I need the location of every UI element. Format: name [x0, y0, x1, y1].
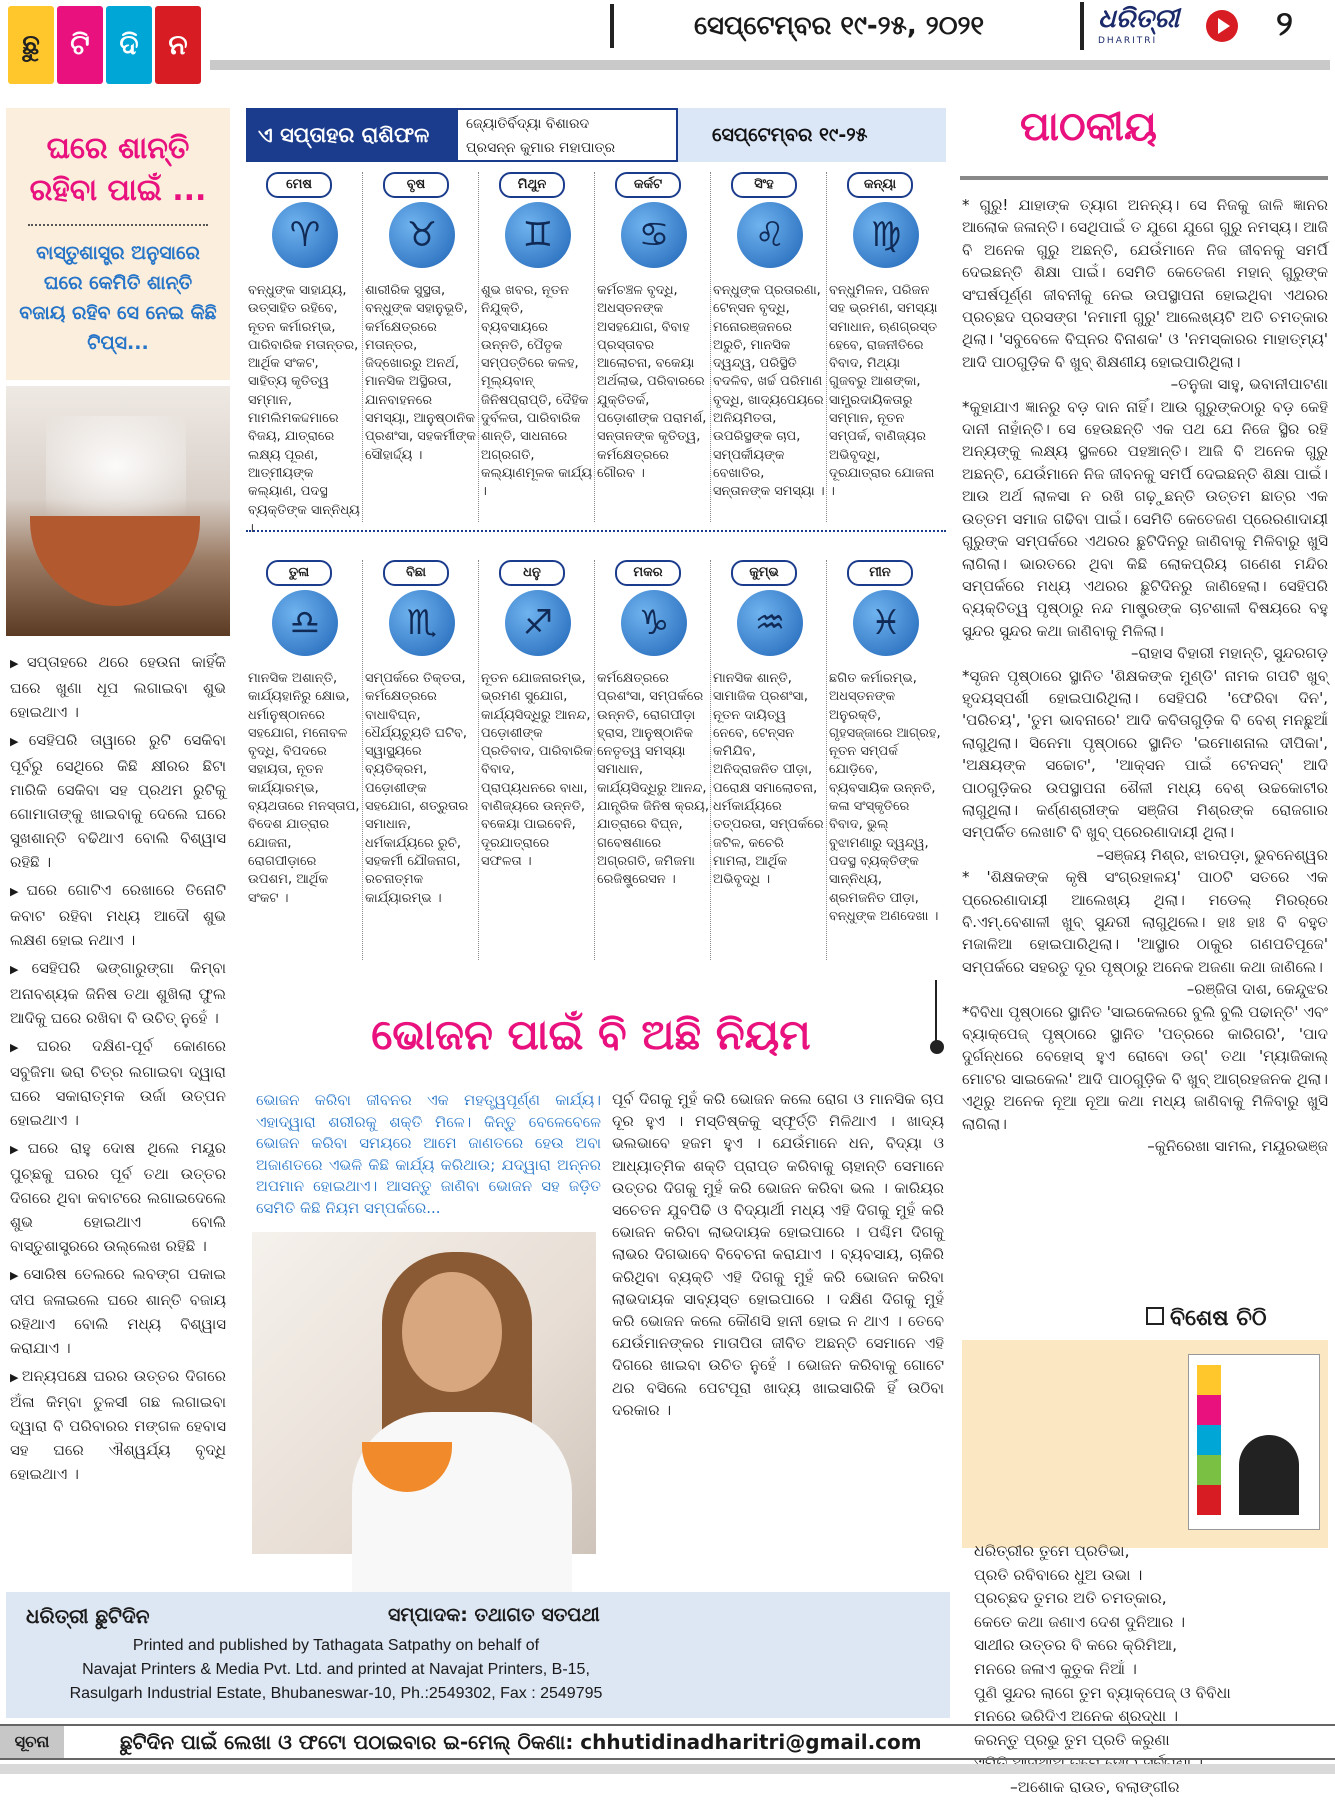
zodiac-row-1	[246, 172, 946, 536]
readers-letters-column	[960, 104, 1328, 1796]
tips-divider	[28, 224, 208, 226]
zodiac-cancer	[594, 172, 710, 522]
letter-text: *ବିବିଧା ପୃଷ୍ଠାରେ ସ୍ଥାନିତ 'ସାଇକେଲରେ ବୁଲି ବୁଲି ପଢାନ୍ତି' ଏବଂ ବ୍ୟାକ୍‌ପେଜ୍ ପୃଷ୍ଠାରେ ସ୍ଥାନିତ 'ପତ୍ରରେ କାରିଗରି', 'ପାଦ ଦୁର୍ଗନ୍ଧରେ ବେହୋସ୍ ହୁଏ ରୋବୋ ଡଗ୍' ତଥା 'ମ୍ୟାଜିକାଲ୍ ମୋଟର ସାଇକେଲ' ଆଦି ପାଠଗୁଡ଼ିକ ବି ଖୁବ୍ ଆଗ୍ରହଜନକ ଥିଲା। ଏଥିରୁ ଅନେକ ନୂଆ ନୂଆ କଥା ମଧ୍ୟ ଜାଣିବାକୁ ମିଳିବାରୁ ଖୁସି ଲାଗିଲା।	[962, 1002, 1328, 1133]
section-logo-letter: ନ	[155, 6, 201, 84]
zodiac-name: କୁମ୍ଭ	[731, 560, 797, 586]
poem-line: ସାଥୀର ଉତ୍ତର ବି କରେ କ୍ରିମିଆ,	[974, 1636, 1178, 1655]
zodiac-virgo	[826, 172, 942, 522]
section-logo	[8, 6, 201, 84]
tip-item: ▶ ସୋରିଷ ତେଲରେ ଲବଙ୍ଗ ପକାଇ ଦୀପ ଜଳାଇଲେ ଘରେ ଶାନ୍ତି ବଜାୟ ରହିଥାଏ ବୋଲି ମଧ୍ୟ ବିଶ୍ୱାସ କରାଯାଏ ।	[10, 1262, 226, 1360]
zodiac-row-2	[246, 560, 946, 960]
article-title: ଭୋଜନ ପାଇଁ ବି ଅଛି ନିୟମ	[371, 1010, 811, 1059]
shirt-shape	[352, 1412, 572, 1592]
notice-email-text: ଛୁଟିଦିନ ପାଇଁ ଲେଖା ଓ ଫଟୋ ପଠାଇବାର ଇ-ମେଲ୍ ଠିକଣା: chhutidinadharitri@gmail.com	[120, 1730, 922, 1754]
poem-line: କରନ୍ତୁ ପ୍ରଭୁ ତୁମ ପ୍ରତି କରୁଣା	[974, 1730, 1170, 1749]
tip-item: ▶ ସେହିପରି ତାୱାରେ ରୁଟି ସେକିବା ପୂର୍ବରୁ ସେଥିରେ କିଛି କ୍ଷୀରର ଛିଟା ମାରିକି ସେକିବା ସହ ପ୍ରଥମ ରୁଟିକୁ ଗୋମାତାଙ୍କୁ ଖାଇବାକୁ ଦେଲେ ଘରେ ସୁଖଶାନ୍ତି ବଢିଥାଏ ବୋଲି ବିଶ୍ୱାସ ରହିଛି ।	[10, 728, 226, 874]
zodiac-gemini	[478, 172, 594, 522]
zodiac-forecast: ଶାରୀରିକ ସୁସ୍ଥତା, ବନ୍ଧୁଙ୍କ ସହାନୁଭୂତି, କର୍ମକ୍ଷେତ୍ରରେ ମତାନ୍ତର, ଜିଦ୍‌ଖୋରରୁ ଅନର୍ଥ, ମାନସିକ ଅସ୍ଥିରତା, ଯାନବାହନରେ ସମସ୍ୟା, ଆନୁଷ୍ଠାନିକ ପ୍ରଶଂସା, ସହକର୍ମୀଙ୍କ ସୌହାର୍ଦ୍ଦ୍ୟ ।	[365, 283, 476, 463]
paper-name: ଧରିତ୍ରୀ	[1098, 4, 1180, 34]
horoscope-title: ଏ ସପ୍ତାହର ରାଶିଫଳ	[258, 123, 430, 147]
zodiac-name: ସିଂହ	[731, 172, 797, 198]
incense-bowl-photo	[6, 386, 230, 636]
page-number: ୨	[1276, 4, 1293, 44]
capricorn-icon: ♑	[621, 590, 687, 656]
letter-text: * 'ଶିକ୍ଷକଙ୍କ କୃଷି ସଂଗ୍ରହାଳୟ' ପାଠଟି ସତରେ ଏକ ପ୍ରେରଣାଦାୟୀ ଆଲେଖ୍ୟ ଥିଲା। ମଡେଲ୍ ମିରର୍‌ରେ ବି.ଏମ୍.ବେଶାଳୀ ଖୁବ୍ ସୁନ୍ଦରୀ ଲାଗୁଥିଲେ। ହାଃ ହାଃ ବି ବହୁତ ମଜାଳିଆ ହୋଇପାରିଥିଲା। 'ଆସ୍ଥାର ଠାକୁର ଗଣପତିପୂଜେ' ସମ୍ପର୍କରେ ସହରତୁ ଦୂର ପୃଷ୍ଠାରୁ ଅନେକ ଅଜଣା କଥା ଜାଣିଲେ।	[962, 868, 1328, 976]
zodiac-forecast: ନୂତନ ଯୋଜନାରମ୍ଭ, ଭ୍ରମଣ ସୁଯୋଗ, କାର୍ଯ୍ୟସିଦ୍ଧିରୁ ଆନନ୍ଦ, ପଡ଼ୋଶୀଙ୍କ ପ୍ରତିବାଦ, ପାରିବାରିକ ବିବାଦ, ପ୍ରାପ୍ୟଧନରେ ବାଧା, ବାଣିଜ୍ୟରେ ଉନ୍ନତି, ବକେୟା ପାଇବେନି, ଦୂରଯାତ୍ରାରେ ସଫଳତା ।	[481, 671, 593, 869]
zodiac-name: ବିଛା	[383, 560, 449, 586]
zodiac-forecast: ବନ୍ଧୁଙ୍କ ସାହାଯ୍ୟ, ଉତ୍ସାହିତ ରହିବେ, ନୂତନ କର୍ମାରମ୍ଭ, ପାରିବାରିକ ମତାନ୍ତର, ଆର୍ଥିକ ସଂକଟ, ସାହିତ୍ୟ କୃତିତ୍ୱ ସମ୍ମାନ, ମାମଲିମକଦ୍ଦମାରେ ବିଜୟ, ଯାତ୍ରାରେ ଲକ୍ଷ୍ୟ ପୂରଣ, ଆତ୍ମୀୟଙ୍କ କଲ୍ୟାଣ, ପଦସ୍ଥ ବ୍ୟକ୍ତିଙ୍କ ସାନ୍ନିଧ୍ୟ ।	[248, 283, 360, 536]
magazine-cover-image	[1188, 1354, 1320, 1530]
zodiac-leo	[710, 172, 826, 522]
letter-text: *ସୃଜନ ପୃଷ୍ଠାରେ ସ୍ଥାନିତ 'ଶିକ୍ଷକଙ୍କ ମୁଣ୍ଡି' ନାମକ ଗପଟି ଖୁବ୍ ହୃଦୟସ୍ପର୍ଶୀ ହୋଇପାରିଥିଲା। ସେହିପରି 'ଫେରିବା ଦିନ', 'ପରିଚୟ', 'ତୁମ ଭାବନାରେ' ଆଦି କବିତାଗୁଡ଼ିକ ବି ବେଶ୍ ମନଛୁଆଁ ଲାଗୁଥିଲା। ସିନେମା ପୃଷ୍ଠାରେ ସ୍ଥାନିତ 'ଇମୋଶନାଲ ଦୀପିକା', 'ଅକ୍ଷୟଙ୍କ ସଚ୍ଚୋଟ', 'ଆକ୍ସନ ପାଇଁ ଟେନସନ୍' ଆଦି ପାଠଗୁଡ଼ିକର ଉପସ୍ଥାପନା ଶୈଳୀ ମଧ୍ୟ ବେଶ୍ ଉଚ୍ଚକୋଟୀର ଲାଗୁଥିଲା। କର୍ଣ୍ଣଶ୍ରୀଙ୍କ ସଞ୍ଜିତା ମିଶ୍ରଙ୍କ ରୋଜଗାର ସମ୍ପର୍କିତ ଲେଖାଟି ବି ଖୁବ୍ ପ୍ରେରଣାଦାୟୀ ଥିଲା।	[962, 666, 1328, 842]
pisces-icon: ♓	[853, 590, 919, 656]
section-logo-letter: ଦି	[106, 6, 152, 84]
sagittarius-icon: ♐	[505, 590, 571, 656]
zodiac-forecast: ଶୁଭ ଖବର, ନୂତନ ନିଯୁକ୍ତି, ବ୍ୟବସାୟରେ ଉନ୍ନତି, ପୈତୃକ ସମ୍ପତ୍ତିରେ କଳହ, ମୂଲ୍ୟବାନ୍ ଜିନିଷପ୍ରାପ୍ତି, ଦୈହିକ ଦୁର୍ବଳତା, ପାରିବାରିକ ଶାନ୍ତି, ସାଧନାରେ ଅଗ୍ରଗତି, କଲ୍ୟାଣମୂଳକ କାର୍ଯ୍ୟ ।	[481, 283, 593, 500]
letter-signature: –ରଞ୍ଜିତା ଦାଶ, କେନ୍ଦୁଝର	[1186, 980, 1328, 999]
issue-date: ସେପ୍ଟେମ୍ବର ୧୯-୨୫, ୨୦୨୧	[610, 4, 1070, 48]
zodiac-pisces	[826, 560, 942, 960]
header-rule	[210, 60, 1330, 70]
letter-signature: –ସଞ୍ଜୟ ମିଶ୍ର, ଝାରପଡ଼ା, ଭୁବନେଶ୍ୱର	[1096, 845, 1328, 864]
zodiac-name: ମୀନ	[847, 560, 913, 586]
article-bullet	[930, 1040, 944, 1054]
tips-title-line1: ଘରେ ଶାନ୍ତି	[46, 131, 190, 166]
poem-signature: –ଅଶୋକ ରାଉତ, ବଲାଙ୍ଗୀର	[1010, 1777, 1180, 1796]
poem-line: ମନରେ ଜଳାଏ କୁତୁକ ନିଆଁ ।	[974, 1659, 1137, 1678]
imprint-paper-name: ଧରିତ୍ରୀ ଛୁଟିଦିନ	[26, 1604, 150, 1628]
zodiac-name: କର୍କଟ	[615, 172, 681, 198]
gemini-icon: ♊	[505, 202, 571, 268]
tip-item: ▶ ସପ୍ତାହରେ ଥରେ ହେଉନା କାହିଁକି ଘରେ ଖୁଣା ଧୂପ ଲଗାଇବା ଶୁଭ ହୋଇଥାଏ ।	[10, 650, 226, 724]
zodiac-name: ତୁଳା	[266, 560, 332, 586]
imprint-editor: ସମ୍ପାଦକ: ତଥାଗତ ସତପଥୀ	[388, 1604, 600, 1626]
poem-line: କେତେ କଥା ଜଣାଏ ଦେଶ ଦୁନିଆର ।	[974, 1612, 1186, 1631]
tips-title-line2: ରହିବା ପାଇଁ ...	[29, 173, 207, 208]
face-shape	[402, 1272, 502, 1392]
zodiac-sagittarius	[478, 560, 594, 960]
horoscope-author	[456, 108, 678, 162]
silhouette-shape	[1239, 1435, 1299, 1515]
tip-item: ▶ ଘରର ଦକ୍ଷିଣ-ପୂର୍ବ କୋଣରେ ସବୁଜିମା ଭରା ଚିତ୍ର ଲଗାଇବା ଦ୍ୱାରା ଘରେ ସକାରାତ୍ମକ ଉର୍ଜା ଉତ୍ପନ ହୋଇଥାଏ ।	[10, 1034, 226, 1132]
letter-signature: –ରାହାସ ବିହାରୀ ମହାନ୍ତି, ସୁନ୍ଦରଗଡ଼	[1131, 644, 1328, 663]
leo-icon: ♌	[737, 202, 803, 268]
special-letter-box	[962, 1340, 1328, 1548]
tips-subtitle: ବାସ୍ତୁଶାସ୍ତ୍ର ଅନୁସାରେ ଘରେ କେମିତି ଶାନ୍ତି ବଜାୟ ରହିବ ସେ ନେଇ କିଛି ଟିପ୍ସ...	[19, 242, 217, 354]
special-letter-title: ବିଶେଷ ଚିଠି	[1146, 1306, 1267, 1331]
section-logo-letter: ଟି	[57, 6, 103, 84]
imprint-line: Navajat Printers & Media Pvt. Ltd. and printed at Navajat Printers, B-15,	[82, 1661, 590, 1678]
zodiac-aquarius	[710, 560, 826, 960]
zodiac-name: ମିଥୁନ	[499, 172, 565, 198]
zodiac-forecast: ବନ୍ଧୁଙ୍କ ପ୍ରତାରଣା, ଟେନ୍‌ସନ ବୃଦ୍ଧି, ମନୋରଞ୍ଜନରେ ଅରୁଚି, ମାନସିକ ଦ୍ୱନ୍ଦ୍ୱ, ପରିସ୍ଥିତି ବଦଳିବ, ଖର୍ଚ୍ଚ ପରିମାଣ ବୃଦ୍ଧି, ଖାଦ୍ୟପେୟରେ ଅନିୟମିତତା, ଉପରିସ୍ଥଙ୍କ ଚାପ, ସମ୍ପର୍କୀୟଙ୍କ ବେଖାତିର, ସନ୍ତାନଙ୍କ ସମସ୍ୟା ।	[713, 283, 825, 500]
bottom-strip	[0, 1764, 1335, 1774]
aries-icon: ♈	[272, 202, 338, 268]
zodiac-forecast: ବନ୍ଧୁମିଳନ, ପରିଜନ ସହ ଭ୍ରମଣ, ସମସ୍ୟା ସମାଧାନ, ଋଣଗ୍ରସ୍ତ ହେବେ, ରାଜନୀତିରେ ବିବାଦ, ମିଥ୍ୟା ଗୁଜବରୁ ଆଶଙ୍କା, ସାମ୍ପ୍ରଦାୟିକତାରୁ ସମ୍ମାନ, ନୂତନ ସମ୍ପର୍କ, ବାଣିଜ୍ୟର ଅଭିବୃଦ୍ଧି, ଦୂରଯାତ୍ରାର ଯୋଜନା ।	[829, 283, 938, 500]
poem-line: ଧରିତ୍ରୀର ତୁମେ ପ୍ରତିଭା,	[974, 1542, 1130, 1560]
paper-logo	[1080, 2, 1230, 50]
zodiac-forecast: କର୍ମକ୍ଷେତ୍ରରେ ପ୍ରଶଂସା, ସମ୍ପର୍କରେ ଉନ୍ନତି, ରୋଗପୀଡ଼ା ହ୍ରାସ, ଆନୁଷ୍ଠାନିକ ନେତୃତ୍ୱ ସମସ୍ୟା ସମାଧାନ, କାର୍ଯ୍ୟସିଦ୍ଧିରୁ ଆନନ୍ଦ, ଯାନ୍ତ୍ରିକ ଜିନିଷ କ୍ରୟ, ଯାତ୍ରାରେ ବିଘ୍ନ, ଗବେଷଣାରେ ଅଗ୍ରଗତି, ଜମିଜମା ରେଜିଷ୍ଟ୍ରେସନ ।	[597, 671, 710, 888]
zodiac-name: ମେଷ	[266, 172, 332, 198]
imprint-line: Rasulgarh Industrial Estate, Bhubaneswar-10, Ph.:2549302, Fax : 2549795	[69, 1685, 603, 1702]
horoscope-date: ସେପ୍ଟେମ୍ବର ୧୯-୨୫	[678, 108, 946, 162]
special-letter-poem	[974, 1540, 1320, 1800]
letter-signature: –ତନୁଜା ସାହୁ, ଭବାନୀପାଟଣା	[1170, 375, 1328, 394]
letters-rule	[960, 176, 1328, 180]
letters-title: ପାଠକୀୟ	[1020, 104, 1157, 150]
imprint-text	[36, 1634, 636, 1706]
letter-signature: –କୁନିରେଖା ସାମଲ, ମୟୂରଭଞ୍ଜ	[1147, 1137, 1328, 1156]
libra-icon: ♎	[272, 590, 338, 656]
vastu-tips-column	[6, 108, 230, 1550]
author-name: ପ୍ରସନ୍ନ କୁମାର ମହାପାତ୍ର	[466, 140, 616, 156]
zodiac-forecast: ସମ୍ପର୍କରେ ତିକ୍ତତା, କର୍ମକ୍ଷେତ୍ରରେ ବାଧାବିଘ୍ନ, ଧୈର୍ଯ୍ୟଚ୍ୟୁତି ଘଟିବ, ସ୍ୱାସ୍ଥ୍ୟରେ ବ୍ୟତିକ୍ରମ, ପଡ଼ୋଶୀଙ୍କ ସହଯୋଗ, ଶତ୍ରୁତାର ସମାଧାନ, ଧର୍ମକାର୍ଯ୍ୟରେ ରୁଚି, ସହକର୍ମୀ ଯୌଜନାଗ, ରଚନାତ୍ମକ କାର୍ଯ୍ୟାରମ୍ଭ ।	[365, 671, 469, 906]
horoscope-header	[246, 108, 946, 162]
zodiac-forecast: ଛଗିତ କର୍ମାରମ୍ଭ, ଅଧସ୍ତନଙ୍କ ଅନୁରକ୍ତି, ଗୃହସଜ୍ଜାରେ ଆଗ୍ରହ, ନୂତନ ସମ୍ପର୍କ ଯୋଡ଼ିବେ, ବ୍ୟବସାୟିକ ଉନ୍ନତି, କଳା ସଂସ୍କୃତିରେ ବିବାଦ, ଭୁଲ୍ ବୁଝାମଣାରୁ ଦ୍ୱନ୍ଦ୍ୱ, ପଦସ୍ଥ ବ୍ୟକ୍ତିଙ୍କ ସାନ୍ନିଧ୍ୟ, ଶ୍ରମଜନିତ ପୀଡ଼ା, ବନ୍ଧୁଙ୍କ ଅଣଦେଖା ।	[829, 671, 941, 924]
logo-stripe	[1197, 1365, 1221, 1515]
tip-item: ▶ ସେହିପରି ଭଙ୍ଗାରୁଙ୍ଗା କିମ୍ବା ଅନାବଶ୍ୟକ ଜିନିଷ ତଥା ଶୁଖିଲା ଫୁଲ ଆଦିକୁ ଘରେ ରଖିବା ବି ଉଚିତ୍ ନୁହେଁ ।	[10, 956, 226, 1030]
article-intro: ଭୋଜନ କରିବା ଜୀବନର ଏକ ମହତ୍ତ୍ୱପୂର୍ଣ୍ଣ କାର୍ଯ୍ୟ। ଏହାଦ୍ୱାରା ଶରୀରକୁ ଶକ୍ତି ମିଳେ। କିନ୍ତୁ ବେଳେବେଳେ ଭୋଜନ କରିବା ସମୟରେ ଆମେ ଜାଣତରେ ହେଉ ଅବା ଅଜାଣତରେ ଏଭଳି କିଛି କାର୍ଯ୍ୟ କରିଥାଉ; ଯଦ୍ୱାରା ଅନ୍ନର ଅପମାନ ହୋଇଥାଏ। ଆସନ୍ତୁ ଜାଣିବା ଭୋଜନ ସହ ଜଡ଼ିତ ସେମିତି କିଛି ନିୟମ ସମ୍ପର୍କରେ...	[256, 1091, 601, 1217]
zodiac-name: କନ୍ୟା	[847, 172, 913, 198]
zodiac-name: ଧନୁ	[499, 560, 565, 586]
horoscope-divider	[246, 530, 946, 532]
poem-line: ପ୍ରଚ୍ଛଦ ତୁମର ଅତି ଚମତ୍କାର,	[974, 1589, 1167, 1608]
cancer-icon: ♋	[621, 202, 687, 268]
letters-list	[962, 194, 1328, 1157]
notice-bar	[0, 1724, 1335, 1760]
poem-line: ପୁଣି ସୁନ୍ଦର ଲାଗେ ତୁମ ବ୍ୟାକ୍‌ପେଜ୍ ଓ ବିବିଧା	[974, 1683, 1231, 1702]
aquarius-icon: ♒	[737, 590, 803, 656]
imprint-box	[6, 1592, 950, 1718]
play-icon	[1206, 10, 1238, 42]
taurus-icon: ♉	[389, 202, 455, 268]
notice-label: ସୂଚନା	[0, 1726, 64, 1758]
tip-item: ▶ ଘରେ ଗୋଟିଏ ରେଖାରେ ତିନୋଟି କବାଟ ରହିବା ମଧ୍ୟ ଆଦୌ ଶୁଭ ଲକ୍ଷଣ ହୋଇ ନଥାଏ ।	[10, 878, 226, 952]
poem-line: ମନରେ ଭରିଦିଏ ଅନେକ ଶ୍ରଦ୍ଧା ।	[974, 1707, 1179, 1726]
zodiac-name: ମକର	[615, 560, 681, 586]
zodiac-name: ବୃଷ	[383, 172, 449, 198]
tips-list	[6, 650, 230, 1486]
zodiac-scorpio	[362, 560, 478, 960]
section-logo-letter: ଛୁ	[8, 6, 54, 84]
zodiac-taurus	[362, 172, 478, 522]
imprint-line: Printed and published by Tathagata Satpathy on behalf of	[132, 1637, 540, 1654]
zodiac-forecast: ମାନସିକ ଅଶାନ୍ତି, କାର୍ଯ୍ୟହାନିରୁ କ୍ଷୋଭ, ଧର୍ମାନୁଷ୍ଠାନରେ ସହଯୋଗ, ମନୋବଳ ବୃଦ୍ଧି, ବିପଦରେ ସହାୟତା, ନୂତନ କାର୍ଯ୍ୟାରମ୍ଭ, ବ୍ୟଥତାରେ ମନସ୍ତାପ, ବିଦେଶ ଯାତ୍ରାର ଯୋଜନା, ରୋଗପୀଡ଼ାରେ ଉପଶମ, ଆର୍ଥିକ ସଂକଟ ।	[248, 671, 360, 906]
zodiac-libra	[246, 560, 362, 960]
paper-name-latin: DHARITRI	[1098, 36, 1158, 46]
virgo-icon: ♍	[853, 202, 919, 268]
zodiac-capricorn	[594, 560, 710, 960]
letter-text: * ଗୁରୁ! ଯାହାଙ୍କ ତ୍ୟାଗ ଅନନ୍ୟ। ସେ ନିଜକୁ ଜାଳି ଜ୍ଞାନର ଆଲୋକ ଜଳାନ୍ତି। ସେଥିପାଇଁ ତ ଯୁଗେ ଯୁଗେ ଗୁରୁ ନମସ୍ୟ। ଆଜି ବି ଅନେକ ଗୁରୁ ଅଛନ୍ତି, ଯେଉଁମାନେ ନିଜ ଜୀବନକୁ ସମର୍ପି ଦେଇଛନ୍ତି ଶିକ୍ଷା ପାଇଁ। ସେମିତି କେତେଜଣ ମହାନ୍ ଗୁରୁଙ୍କ ସଂଘର୍ଷପୂର୍ଣ୍ଣ ଜୀବନୀକୁ ନେଇ ଉପସ୍ଥାପନା ହୋଇଥିବା ଏଥରର ପ୍ରଚ୍ଛଦ ପ୍ରସଙ୍ଗ 'ନମାମୀ ଗୁରୁ' ଆଲେଖ୍ୟଟି ଅତି ଚମତ୍କାର ଥିଲା। 'ସବୁବେଳେ ବିଘ୍ନର ବିନାଶକ' ଓ 'ନମସ୍କାରର ମାହାତ୍ମ୍ୟ' ଆଦି ପାଠଗୁଡ଼ିକ ବି ଖୁବ୍ ଶିକ୍ଷଣୀୟ ହୋଇପାରିଥିଲା।	[962, 196, 1328, 371]
scorpio-icon: ♏	[389, 590, 455, 656]
woman-eating-photo	[252, 1232, 596, 1554]
zodiac-forecast: ମାନସିକ ଶାନ୍ତି, ସାମାଜିକ ପ୍ରଶଂସା, ନୂତନ ଦାୟିତ୍ୱ ନେବେ, ଟେନ୍‌ସନ କମିଯିବ, ଅନିଦ୍ରାଜନିତ ପୀଡ଼ା, ପରୋକ୍ଷ ସମାଲୋଚନା, ଧର୍ମକାର୍ଯ୍ୟରେ ତତ୍ପରତା, ସମ୍ପର୍କରେ ଜଟିଳ, କଚେରି ମାମଲା, ଆର୍ଥିକ ଅଭିବୃଦ୍ଧି ।	[713, 671, 824, 888]
smoke-shape	[46, 416, 186, 516]
zodiac-forecast: କର୍ମଚଞ୍ଚଳ ବୃଦ୍ଧି, ଅଧସ୍ତନଙ୍କ ଅସହଯୋଗ, ବିବାହ ପ୍ରସ୍ତାବର ଆଲୋଚନା, ବକେୟା ଅର୍ଥଲାଭ, ପରିବାରରେ ଯୁକ୍ତିତର୍କ, ପଡ଼ୋଶୀଙ୍କ ପରାମର୍ଶ, ସନ୍ତାନଙ୍କ କୃତିତ୍ୱ, କର୍ମକ୍ଷେତ୍ରରେ ଗୌରବ ।	[597, 283, 707, 481]
tips-header	[6, 108, 230, 380]
horoscope-section	[246, 108, 946, 966]
tip-item: ▶ ଘରେ ରାହୁ ଦୋଷ ଥିଲେ ମୟୂର ପୁଚ୍ଛକୁ ଘରର ପୂର୍ବ ତଥା ଉତ୍ତର ଦିଗରେ ଥିବା କବାଟରେ ଲଗାଇଦେଲେ ଶୁଭ ହୋଇଥାଏ ବୋଲି ବାସ୍ତୁଶାସ୍ତ୍ରରେ ଉଲ୍ଲେଖ ରହିଛି ।	[10, 1136, 226, 1258]
clay-bowl-shape	[30, 516, 200, 606]
masthead	[0, 0, 1335, 92]
author-title: ଜ୍ୟୋତିର୍ବିଦ୍ୟା ବିଶାରଦ	[466, 116, 590, 132]
poem-line: ପ୍ରତି ରବିବାରେ ଧୁଅ ଉଭା ।	[974, 1565, 1143, 1584]
tip-item: ▶ ଅନ୍ୟପକ୍ଷେ ଘରର ଉତ୍ତର ଦିଗରେ ଅଁଳା କିମ୍ବା ତୁଳସୀ ଗଛ ଲଗାଇବା ଦ୍ୱାରା ବି ପରିବାରର ମଙ୍ଗଳ ହେବାସ ସହ ଘରେ ଐଶ୍ୱର୍ଯ୍ୟ ବୃଦ୍ଧି ହୋଇଥାଏ ।	[10, 1364, 226, 1486]
article-body: ପୂର୍ବ ଦିଗକୁ ମୁହଁ କରି ଭୋଜନ କଲେ ରୋଗ ଓ ମାନସିକ ଚାପ ଦୂର ହୁଏ । ମସ୍ତିଷ୍କକୁ ସ୍ଫୂର୍ତ୍ତି ମିଳିଥାଏ । ଖାଦ୍ୟ ଭଲଭାବେ ହଜମ ହୁଏ । ଯେଉଁମାନେ ଧନ, ବିଦ୍ୟା ଓ ଆଧ୍ୟାତ୍ମିକ ଶକ୍ତି ପ୍ରାପ୍ତ କରିବାକୁ ଚାହାନ୍ତି ସେମାନେ ଉତ୍ତର ଦିଗକୁ ମୁହଁ କରି ଭୋଜନ କରିବା ଭଲ । କାରିୟର ସଚେତନ ଯୁବପିଢି ଓ ବିଦ୍ୟାର୍ଥୀ ମଧ୍ୟ ଏହି ଦିଗକୁ ମୁହଁ କରି ଭୋଜନ କରିବା ଲାଭଦାୟକ ହୋଇପାରେ । ପଶ୍ଚିମ ଦିଗକୁ ଲାଭର ଦିଗଭାବେ ବିବେଚନା କରାଯାଏ । ବ୍ୟବସାୟ, ଚାକିରି କରିଥିବା ବ୍ୟକ୍ତି ଏହି ଦିଗକୁ ମୁହଁ କରି ଭୋଜନ କରିବା ଲାଭଦାୟକ ସାବ୍ୟସ୍ତ ହୋଇପାରେ । ଦକ୍ଷିଣ ଦିଗକୁ ମୁହଁ କରି ଭୋଜନ କଲେ କୌଣସି ହାନୀ ହୋଇ ନ ଥାଏ । ତେବେ ଯେଉଁମାନଙ୍କର ମାତାପିତା ଜୀବିତ ଅଛନ୍ତି ସେମାନେ ଏହି ଦିଗରେ ଖାଇବା ଉଚିତ ନୁହେଁ । ଭୋଜନ କରିବାକୁ ଗୋଟେ ଥର ବସିଲେ ପେଟପୂରା ଖାଦ୍ୟ ଖାଇସାରିକି ହିଁ ଉଠିବା ଦରକାର ।	[612, 1090, 944, 1419]
food-rules-article	[246, 980, 946, 1556]
letter-text: *କୁହାଯାଏ ଜ୍ଞାନରୁ ବଡ଼ ଦାନ ନାହିଁ। ଆଉ ଗୁରୁଙ୍କଠାରୁ ବଡ଼ କେହି ଦାନୀ ନାହାଁନ୍ତି। ସେ ହେଉଛନ୍ତି ଏକ ପଥ ଯେ ନିଜେ ସ୍ଥିର ରହି ଅନ୍ୟଙ୍କୁ ଲକ୍ଷ୍ୟ ସ୍ଥଳରେ ପହଞ୍ଚାନ୍ତି। ଆଜି ବି ଅନେକ ଗୁରୁ ଅଛନ୍ତି, ଯେଉଁମାନେ ନିଜ ଜୀବନକୁ ସମର୍ପି ଦେଇଛନ୍ତି ଶିକ୍ଷା ପାଇଁ। ଆଉ ଅର୍ଥ ଲାଳସା ନ ରଖି ଗଢ଼ୁଛନ୍ତି ଉତ୍ତମ ଛାତ୍ର ଏକ ଉତ୍ତମ ସମାଜ ଗଢିବା ପାଇଁ। ସେମିତି କେତେଜଣ ପ୍ରେରଣାଦାୟୀ ଗୁରୁଙ୍କ ସମ୍ପର୍କରେ ଏଥରର ଛୁଟିଦିନରୁ ଜାଣିବାକୁ ମିଳିବାରୁ ଖୁସି ଲାଗିଲା। ଭାରତରେ ଥିବା କିଛି ଲୋକପ୍ରିୟ ଗଣେଶ ମନ୍ଦିର ସମ୍ପର୍କରେ ମଧ୍ୟ ଏଥରର ଛୁଟିଦିନରୁ ଜାଣିହେଲା। ସେହିପରି ବ୍ୟକ୍ତିତ୍ୱ ପୃଷ୍ଠାରୁ ନନ୍ଦ ମାଷ୍ଟ୍ରଙ୍କ ଚାଟଶାଳୀ ବିଷୟରେ ବହୁ ସୁନ୍ଦର ସୁନ୍ଦର କଥା ଜାଣିବାକୁ ମିଳିଲା।	[962, 397, 1328, 640]
zodiac-aries	[246, 172, 362, 536]
